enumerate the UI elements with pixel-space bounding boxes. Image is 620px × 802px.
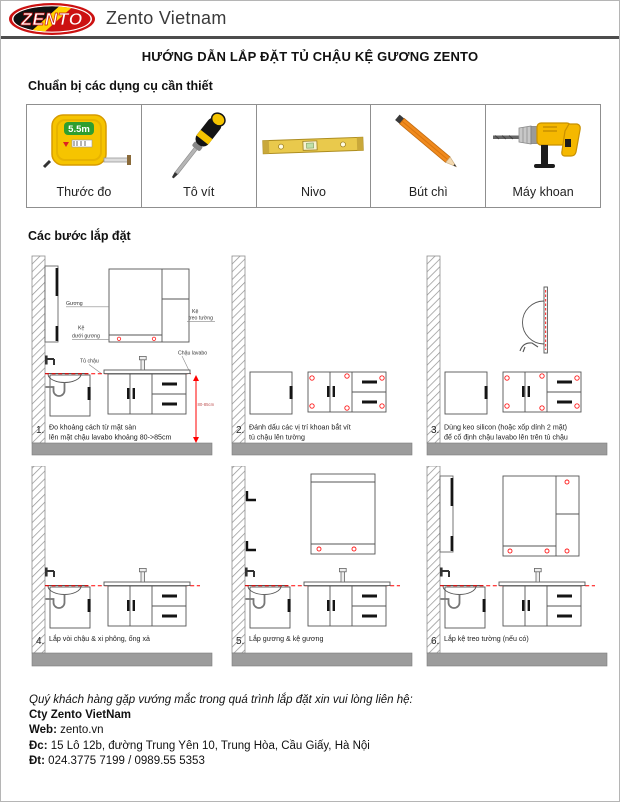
sink-side-view (45, 356, 91, 417)
step-number: 5. (236, 636, 245, 647)
pencil-icon (371, 105, 485, 185)
step-4-diagram (26, 466, 216, 681)
basin-gluing-side-view (520, 287, 547, 353)
vanity-cabinet-front (108, 374, 186, 414)
step-caption-line1: Dùng keo silicon (hoặc xốp dính 2 mặt) (444, 423, 568, 432)
wall (427, 466, 440, 653)
step-6-panel (421, 466, 611, 686)
height-dimension-arrow (193, 375, 215, 443)
screwdriver-icon (142, 105, 256, 185)
step-1-panel (26, 254, 216, 467)
wall (427, 256, 440, 443)
floor (427, 443, 607, 455)
tools-table (26, 104, 601, 208)
steps-section-heading: Các bước lắp đặt (28, 229, 131, 243)
step-2-diagram (226, 254, 416, 462)
tool-cell-pencil (371, 105, 486, 207)
vanity-cabinet-front (308, 586, 386, 626)
wall (32, 256, 45, 443)
label-basin: Chậu lavabo (178, 350, 208, 357)
steps-grid (26, 254, 612, 686)
step-caption-line1: Lắp vòi chậu & xi phông, ống xả (49, 635, 150, 643)
sink-side-view (245, 568, 291, 629)
countertop-faucet (104, 568, 190, 585)
step-number: 2. (236, 425, 245, 436)
step-2-panel (226, 254, 416, 467)
tool-cell-level (257, 105, 372, 207)
footer-company: Cty Zento VietNam (29, 709, 132, 722)
label-cabinet: Tủ chậu (80, 358, 99, 365)
side-shelf-view (440, 476, 453, 552)
sink-side-view (440, 568, 486, 629)
wall-brackets (247, 491, 256, 550)
wall (232, 256, 245, 443)
floor (32, 653, 212, 666)
footer-phone-line (29, 754, 413, 769)
mirror-with-shelf-front-view (503, 476, 579, 556)
label-under-mirror-shelf-2: dưới gương (72, 333, 100, 340)
mirror-front-view (311, 474, 375, 554)
step-3-diagram (421, 254, 611, 462)
label-wall-shelf-1: Kệ (192, 309, 199, 315)
tool-label: Tô vít (183, 185, 215, 199)
footer-web-line (29, 723, 413, 738)
tape-measure-icon (27, 105, 141, 185)
step-number: 3. (431, 425, 440, 436)
phone-value: 024.3775 7199 / 0989.55 5353 (48, 754, 205, 767)
countertop-faucet (499, 568, 585, 585)
step-number: 4. (36, 636, 45, 647)
sink-side-view (45, 568, 91, 629)
wall (32, 466, 45, 653)
label-under-mirror-shelf-1: Kệ (78, 325, 85, 332)
step-caption-line2: để cố định chậu lavabo lên trên tủ chậu (444, 433, 568, 442)
step-caption-line2: tủ chậu lên tường (249, 433, 305, 442)
tools-section-heading: Chuẩn bị các dụng cụ cần thiết (28, 79, 213, 93)
countertop-faucet (104, 356, 190, 373)
tool-cell-drill (486, 105, 600, 207)
tool-label: Bút chì (408, 185, 448, 199)
step-caption-line1: Lắp kệ treo tường (nếu có) (444, 635, 529, 643)
height-range-label: 80-85cm (197, 402, 215, 407)
phone-label: Đt: (29, 754, 45, 767)
vanity-cabinet-front (108, 586, 186, 626)
header (1, 1, 619, 39)
tape-measure-badge: 5.5m (68, 124, 90, 135)
cabinet-side-view (250, 372, 293, 414)
step-4-panel (26, 466, 216, 686)
step-number: 1. (36, 425, 45, 436)
cabinet-side-view (445, 372, 488, 414)
address-label: Đc: (29, 739, 48, 752)
logo-text: ZENTO (21, 8, 83, 29)
floor (232, 653, 412, 666)
step-caption-line1: Đo khoảng cách từ mặt sàn (49, 423, 137, 432)
floor (427, 653, 607, 666)
label-wall-shelf-2: treo tường (188, 315, 213, 322)
step-5-panel (226, 466, 416, 686)
address-value: 15 Lô 12b, đường Trung Yên 10, Trung Hòa, Cầu Giấy, Hà Nội (50, 739, 370, 752)
vanity-cabinet-front (503, 586, 581, 626)
zento-logo (8, 2, 96, 36)
mirror-front-view (109, 269, 189, 342)
footer-address-line (29, 739, 413, 754)
label-mirror: Gương (66, 301, 83, 307)
company-name: Zento Vietnam (106, 8, 227, 28)
wall (232, 466, 245, 653)
drill-icon (486, 105, 600, 185)
countertop-faucet (304, 568, 390, 585)
step-6-diagram (421, 466, 611, 681)
floor (232, 443, 412, 455)
footer-note: Quý khách hàng gặp vướng mắc trong quá trình lắp đặt xin vui lòng liên hệ: (29, 694, 413, 706)
web-label: Web: (29, 724, 57, 737)
tool-label: Thước đo (56, 185, 112, 199)
spirit-level-icon (257, 105, 371, 185)
step-5-diagram (226, 466, 416, 681)
step-3-panel (421, 254, 611, 467)
step-number: 6. (431, 636, 440, 647)
step-1-diagram (26, 254, 216, 462)
step-caption-line1: Đánh dấu các vị trí khoan bắt vít (249, 423, 351, 432)
page-title: HƯỚNG DẪN LẮP ĐẶT TỦ CHẬU KỆ GƯƠNG ZENTO (141, 49, 479, 64)
tool-cell-screwdriver (142, 105, 257, 207)
web-value: zento.vn (60, 724, 104, 737)
tool-label: Nivo (300, 185, 326, 199)
footer (29, 693, 413, 769)
floor (32, 443, 212, 455)
step-caption-line2: lên mặt chậu lavabo khoảng 80->85cm (49, 433, 172, 442)
faucet-sketch (520, 343, 538, 352)
step-caption-line1: Lắp gương & kệ gương (249, 635, 324, 643)
side-mirror-cabinet (45, 266, 58, 342)
tool-cell-tape-measure (27, 105, 142, 207)
tool-label: Máy khoan (512, 185, 574, 199)
